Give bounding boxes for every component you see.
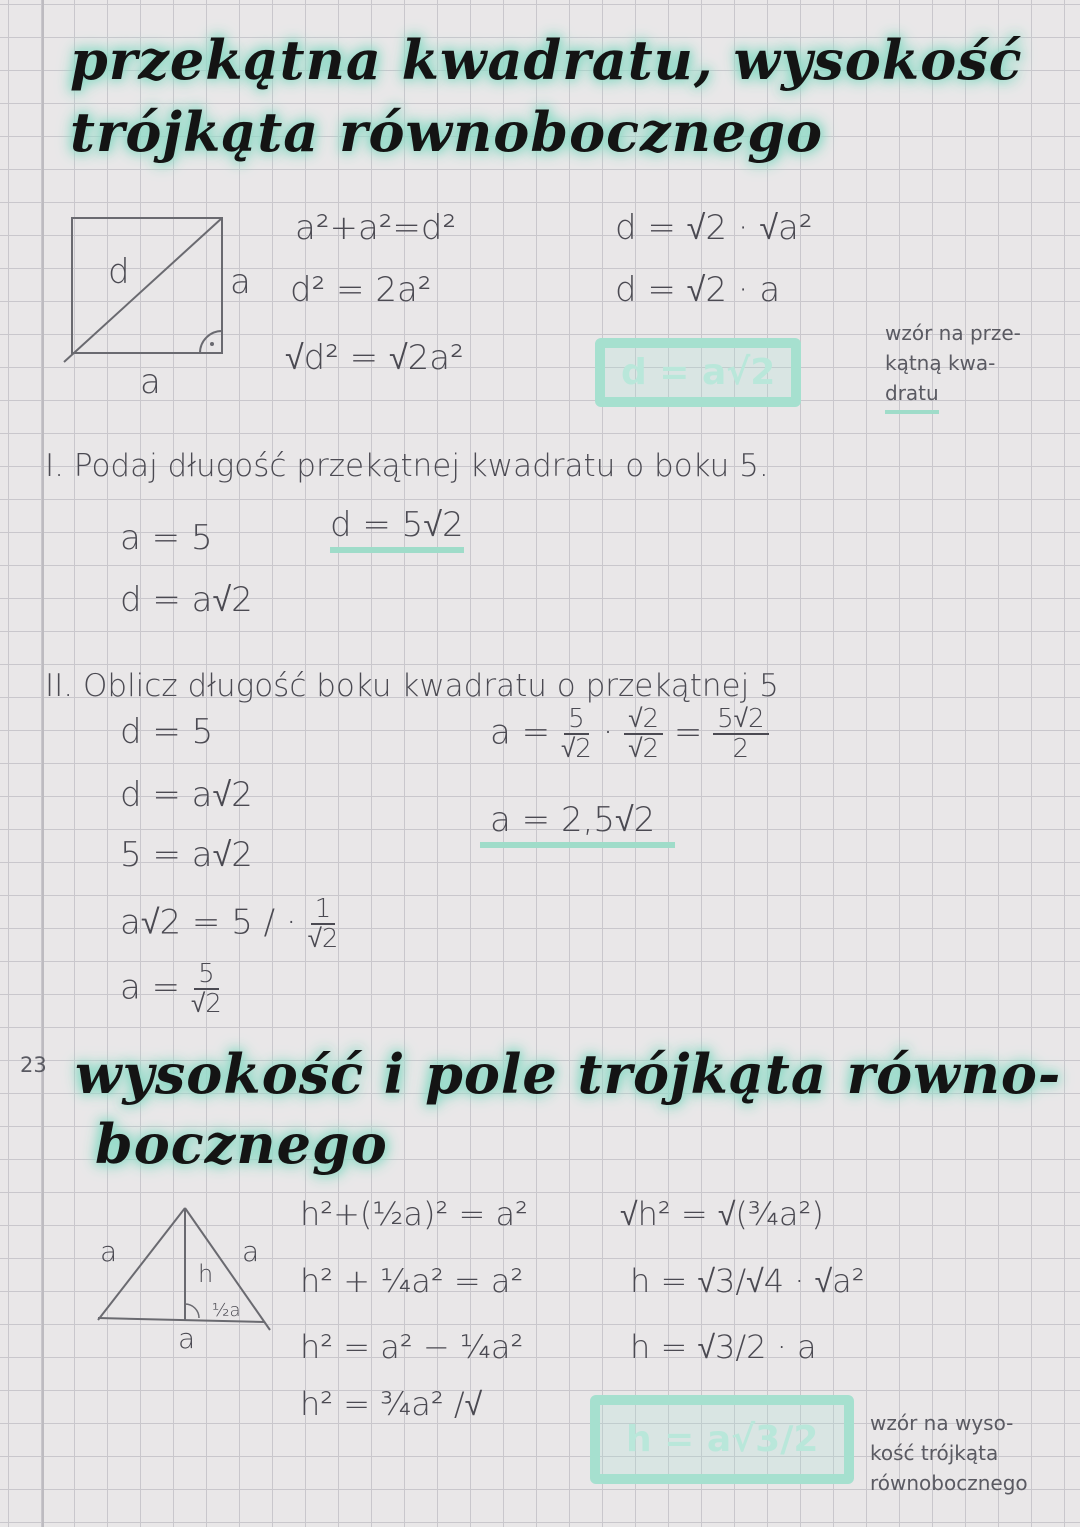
denominator: √2 <box>307 924 339 954</box>
equation: h² = ¾a² /√ <box>300 1385 483 1423</box>
triangle-diagram <box>90 1200 280 1340</box>
equation: h = √3/2 · a <box>630 1328 817 1366</box>
task1-heading: I. Podaj długość przekątnej kwadratu o boku 5. <box>45 448 769 484</box>
triangle-label-base: a <box>178 1322 196 1355</box>
equation: d = √2 · √a² <box>615 208 813 248</box>
task1-line: d = a√2 <box>120 580 253 620</box>
equation: h² + ¼a² = a² <box>300 1262 524 1300</box>
denominator: √2 <box>628 734 660 764</box>
task2-rationalize <box>490 705 769 763</box>
equation-text: · <box>602 712 614 753</box>
task2-line: d = 5 <box>120 712 214 752</box>
task2-line: 5 = a√2 <box>120 835 253 875</box>
note-height <box>870 1408 1075 1498</box>
task2-line <box>120 960 222 1018</box>
task2-line <box>120 895 338 953</box>
equation-text: a√2 = 5 / · <box>120 902 297 943</box>
task2-answer: a = 2,5√2 <box>480 800 675 848</box>
section-title-line1: przekątna kwadratu, wysokość <box>70 28 1023 92</box>
numerator: 5 <box>194 960 219 990</box>
section2-title-line1: wysokość i pole trójkąta równo- <box>75 1042 1062 1106</box>
note-line: dratu <box>885 378 939 414</box>
fraction <box>713 705 768 763</box>
task2-heading: II. Oblicz długość boku kwadratu o przekątnej 5 <box>45 668 779 704</box>
equation-text: a = <box>120 967 181 1008</box>
task1-line: a = 5 <box>120 518 213 558</box>
task1-answer: d = 5√2 <box>330 505 464 553</box>
equation: h² = a² − ¼a² <box>300 1328 524 1366</box>
page-number: 23 <box>20 1053 47 1077</box>
numerator: 5√2 <box>713 705 768 735</box>
note-line: wzór na wyso- <box>870 1411 1014 1435</box>
note-line: kątną kwa- <box>885 351 996 375</box>
fraction <box>624 705 663 763</box>
triangle-label-right: a <box>242 1235 260 1268</box>
section2-title-line2: bocznego <box>95 1112 388 1176</box>
section-title-line2: trójkąta równobocznego <box>70 100 824 164</box>
equation-text: a = <box>490 712 551 753</box>
equation: h²+(½a)² = a² <box>300 1195 528 1233</box>
page-margin-line <box>42 0 44 1527</box>
formula-box-height: h = a√3/2 <box>590 1395 854 1484</box>
task2-line: d = a√2 <box>120 775 253 815</box>
square-label-d: d <box>108 252 130 292</box>
triangle-label-half: ½a <box>212 1300 241 1321</box>
note-diagonal <box>885 318 1075 414</box>
numerator: √2 <box>624 705 663 735</box>
fraction <box>561 705 592 763</box>
denominator: √2 <box>190 989 222 1019</box>
equation: d = √2 · a <box>615 270 781 310</box>
square-diagram <box>60 210 240 370</box>
equation: √h² = √(¾a²) <box>620 1195 824 1233</box>
fraction <box>191 960 222 1018</box>
equation: a²+a²=d² <box>295 208 457 248</box>
fraction <box>308 895 339 953</box>
numerator: 1 <box>311 895 336 925</box>
equation: d² = 2a² <box>290 270 432 310</box>
note-line: kość trójkąta <box>870 1441 999 1465</box>
formula-box-diagonal: d = a√2 <box>595 338 801 407</box>
equation: h = √3/√4 · √a² <box>630 1262 865 1300</box>
numerator: 5 <box>564 705 589 735</box>
equation: √d² = √2a² <box>285 338 464 378</box>
denominator: √2 <box>560 734 592 764</box>
square-label-side: a <box>230 262 251 302</box>
denominator: 2 <box>732 734 750 764</box>
note-line: wzór na prze- <box>885 321 1021 345</box>
square-label-base: a <box>140 362 161 402</box>
note-line: równobocznego <box>870 1471 1028 1495</box>
equation-text: = <box>673 712 703 753</box>
triangle-label-left: a <box>100 1235 118 1268</box>
triangle-label-height: h <box>198 1260 214 1288</box>
